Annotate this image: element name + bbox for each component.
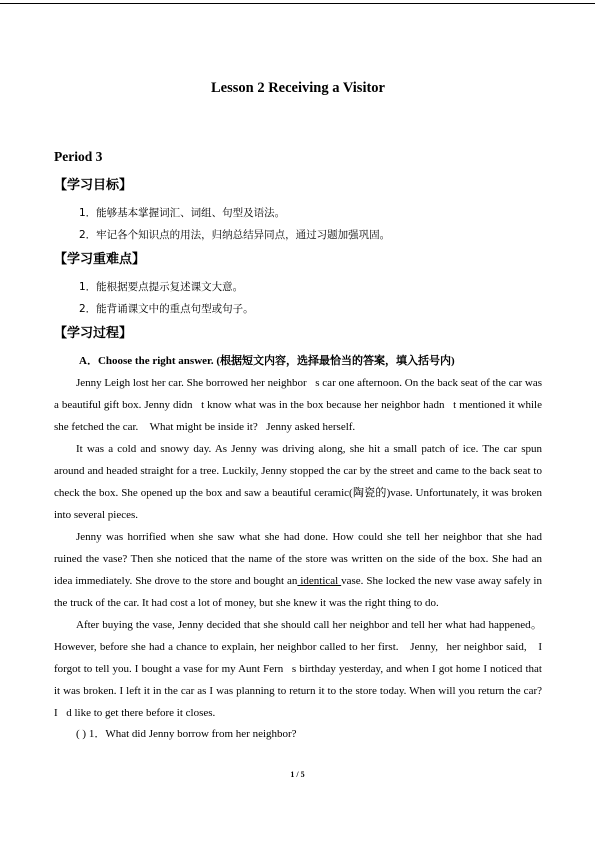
period-label: Period 3 (54, 149, 103, 164)
keypoint-item-2: 2．能背诵课文中的重点句型或句子。 (79, 303, 254, 315)
question-1: ( ) 1．What did Jenny borrow from her neighbor? (76, 728, 297, 740)
top-rule (0, 3, 595, 4)
page-number: 1 / 5 (290, 770, 305, 779)
goal-item-2: 2．牢记各个知识点的用法，归纳总结异同点，通过习题加强巩固。 (79, 229, 391, 241)
goals-heading: 【学习目标】 (54, 178, 133, 193)
process-heading: 【学习过程】 (54, 326, 133, 341)
document-body (54, 78, 542, 744)
question-instructions: A．Choose the right answer. (根据短文内容，选择最恰当的答案，填入括号内) (79, 355, 455, 367)
goal-item-1: 1．能够基本掌握词汇、词组、句型及语法。 (79, 207, 286, 219)
underlined-word-identical: identical (297, 575, 342, 587)
story-paragraph-4: After buying the vase, Jenny decided that she should call her neighbor and tell her what had happened。However, before she had a chance to explain, her neighbor called to her first.  Jenny, her neighbor said,  I forgot to tell you. I bought a vase for my Aunt Fern s birthday yesterday, and when I got home I noticed that it was broken. I left it in the car as I was planning to return it to the store today. When will you return the car? I d like to get there before it closes.  (54, 619, 542, 719)
paragraph-3-text-end: vase. She locked the new vase away safely in the truck of the car. It had cost a lot of money, but she knew it was the right thing to do. (54, 575, 542, 609)
story-paragraph-2: It was a cold and snowy day. As Jenny was driving along, she hit a small patch of ice. The car spun around and headed straight for a tree. Luckily, Jenny stopped the car by the street and came to the back seat to check the box. She opened up the box and saw a beautiful ceramic(陶瓷的)vase. Unfortunately, it was broken into several pieces. (54, 443, 542, 521)
story-paragraph-1: Jenny Leigh lost her car. She borrowed her neighbor s car one afternoon. On the back seat of the car was a beautiful gift box. Jenny didn t know what was in the box because her neighbor hadn t mentioned it while she fetched the car.  What might be inside it? Jenny asked herself. (54, 377, 542, 433)
story-paragraph-3 (54, 526, 542, 614)
keypoints-heading: 【学习重难点】 (54, 252, 146, 267)
paragraph-3-text-start: Jenny was horrified when she saw what she had done. How could she tell her neighbor that she had ruined the vase? Then she noticed that the name of the store was written on the side of the box. She had an idea immediately. She drove to the store and bought an (54, 531, 542, 587)
keypoint-item-1: 1．能根据要点提示复述课文大意。 (79, 281, 244, 293)
lesson-title: Lesson 2 Receiving a Visitor (211, 80, 385, 96)
